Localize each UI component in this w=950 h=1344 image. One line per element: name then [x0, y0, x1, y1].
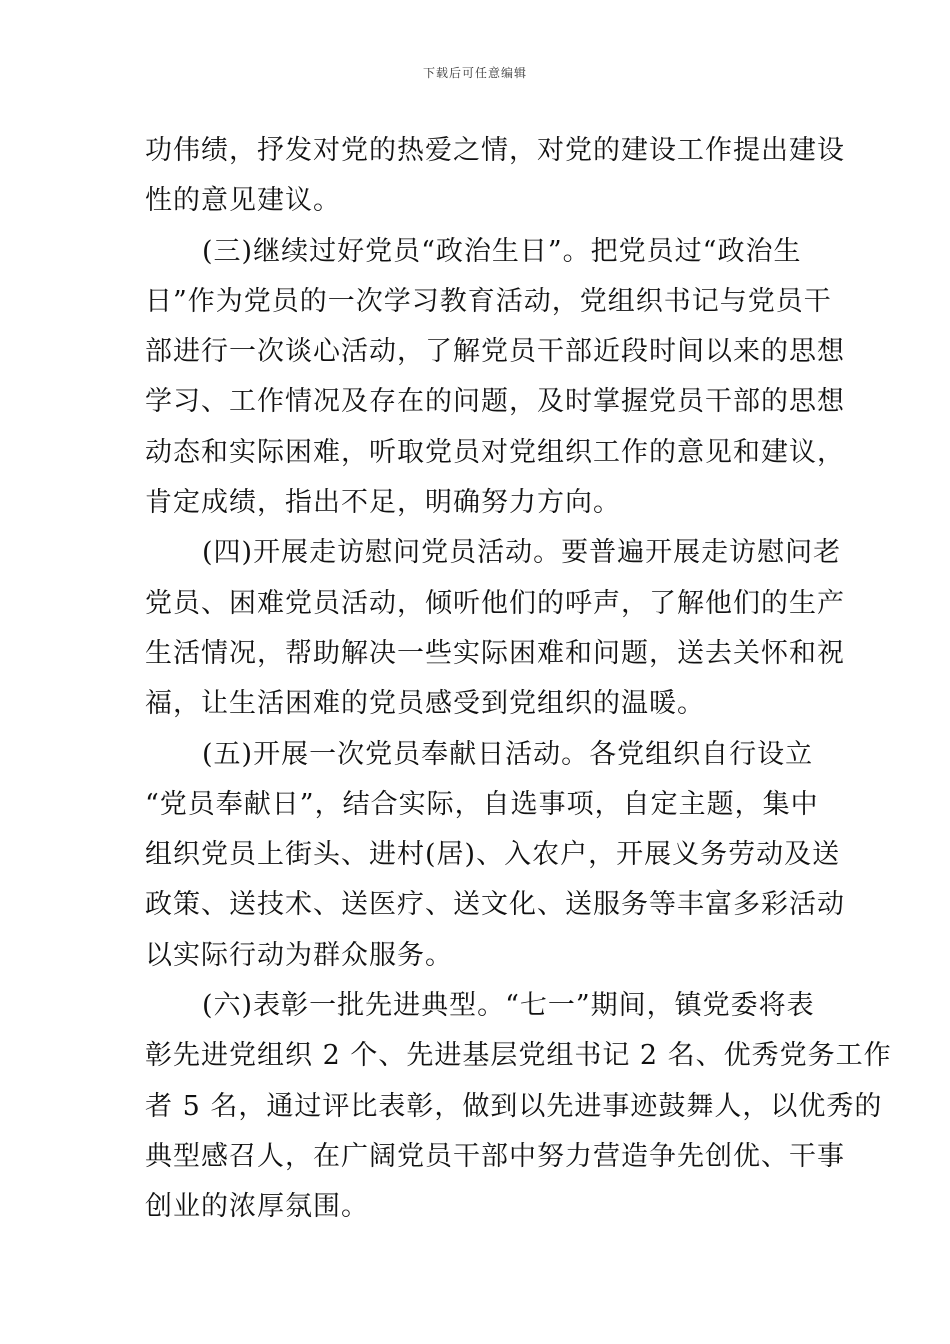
text-line: 动态和实际困难，听取党员对党组织工作的意见和建议， — [145, 436, 845, 468]
text-line: 党员、困难党员活动，倾听他们的呼声，了解他们的生产 — [145, 587, 845, 619]
text-line: (五)开展一次党员奉献日活动。各党组织自行设立 — [202, 738, 814, 770]
paragraph-commend-models — [145, 981, 892, 1232]
paragraph-continuation — [145, 126, 845, 227]
document-body — [145, 126, 892, 1233]
text-line: “党员奉献日”，结合实际，自选事项，自定主题，集中 — [145, 788, 819, 820]
text-line: 性的意见建议。 — [145, 185, 341, 217]
text-line: 创业的浓厚氛围。 — [145, 1191, 369, 1223]
text-line: 福，让生活困难的党员感受到党组织的温暖。 — [145, 688, 705, 720]
paragraph-visit-members — [145, 528, 845, 729]
text-line: 政策、送技术、送医疗、送文化、送服务等丰富多彩活动 — [145, 889, 845, 921]
text-line: 部进行一次谈心活动，了解党员干部近段时间以来的思想 — [145, 336, 845, 368]
text-line: (四)开展走访慰问党员活动。要普遍开展走访慰问老 — [202, 537, 842, 569]
paragraph-dedication-day — [145, 730, 845, 981]
text-line: 日”作为党员的一次学习教育活动，党组织书记与党员干 — [145, 285, 832, 317]
text-line: (三)继续过好党员“政治生日”。把党员过“政治生 — [202, 235, 802, 267]
paragraph-political-birthday — [145, 227, 845, 529]
text-line: (六)表彰一批先进典型。“七一”期间，镇党委将表 — [202, 990, 815, 1022]
text-line: 组织党员上街头、进村(居)、入农户，开展义务劳动及送 — [145, 839, 841, 871]
text-line: 者 5 名，通过评比表彰，做到以先进事迹鼓舞人，以优秀的 — [145, 1090, 883, 1122]
text-line: 典型感召人，在广阔党员干部中努力营造争先创优、干事 — [145, 1140, 845, 1172]
text-line: 彰先进党组织 2 个、先进基层党组书记 2 名、优秀党务工作 — [145, 1040, 892, 1072]
page-header-note: 下载后可任意编辑 — [422, 66, 527, 80]
text-line: 学习、工作情况及存在的问题，及时掌握党员干部的思想 — [145, 386, 845, 418]
text-line: 功伟绩，抒发对党的热爱之情，对党的建设工作提出建设 — [145, 135, 845, 166]
text-line: 肯定成绩，指出不足，明确努力方向。 — [145, 487, 621, 519]
text-line: 生活情况，帮助解决一些实际困难和问题，送去关怀和祝 — [145, 637, 845, 669]
text-line: 以实际行动为群众服务。 — [145, 939, 453, 971]
